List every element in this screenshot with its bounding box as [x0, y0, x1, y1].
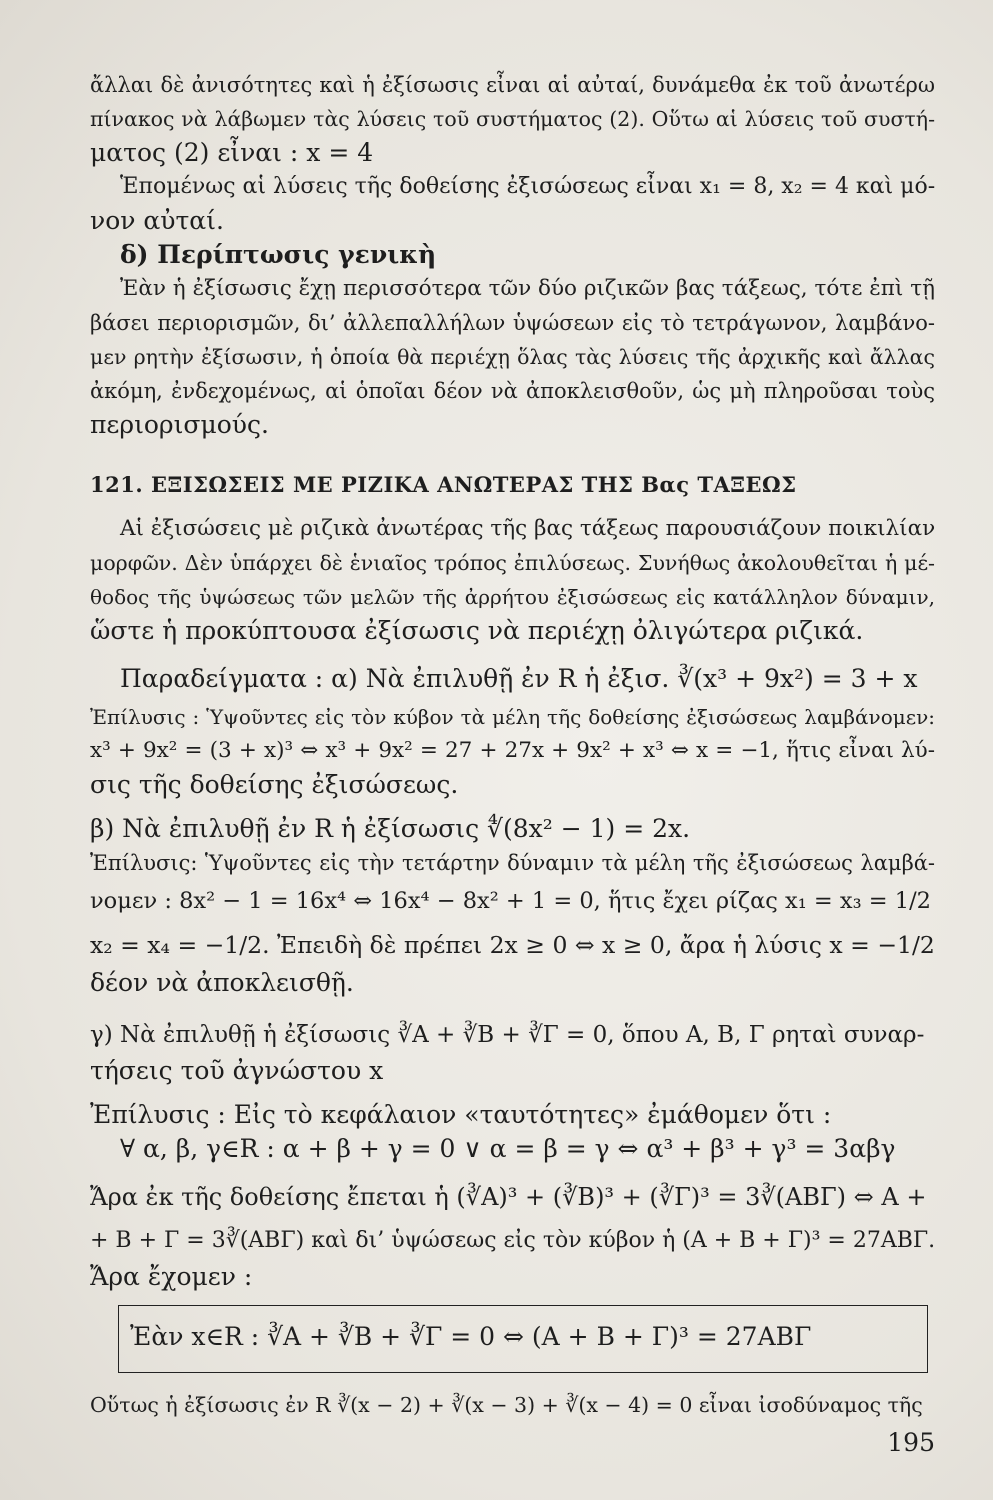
text-line: Ἄρα ἐκ τῆς δοθείσης ἔπεται ἡ (∛Α)³ + (∛Β)³ + (∛Γ)³ = 3∛(ΑΒΓ) ⇔ Α + [90, 1183, 927, 1211]
text-line: Ἄρα ἔχομεν : [90, 1262, 253, 1291]
text-line: τήσεις τοῦ ἀγνώστου x [90, 1056, 384, 1085]
subsection-heading: δ) Περίπτωσις γενικὴ [120, 240, 437, 269]
identity-line: ∀ α, β, γ∈R : α + β + γ = 0 ∨ α = β = γ ⇔ α³ + β³ + γ³ = 3αβγ [120, 1134, 896, 1163]
text-line: Ἐπίλυσις : Εἰς τὸ κεφάλαιον «ταυτότητες» ἐμάθομεν ὅτι : [90, 1100, 832, 1129]
text-line: Οὕτως ἡ ἐξίσωσις ἐν R ∛(x − 2) + ∛(x − 3) + ∛(x − 4) = 0 εἶναι ἰσοδύναμος τῆς [90, 1393, 923, 1417]
text-line: περιορισμούς. [90, 410, 269, 439]
page-number: 195 [887, 1428, 935, 1457]
text-line: x₂ = x₄ = −1/2. Ἐπειδὴ δὲ πρέπει 2x ≥ 0 ⇔ x ≥ 0, ἄρα ἡ λύσις x = −1/2 [90, 931, 935, 959]
text-line: βάσει περιορισμῶν, δι’ ἀλλεπαλλήλων ὑψώσεων εἰς τὸ τετράγωνον, λαμβάνο- [90, 311, 935, 335]
text-line: νον αὐταί. [90, 206, 224, 235]
text-line: σις τῆς δοθείσης ἐξισώσεως. [90, 770, 459, 799]
text-line: Ἑπομένως αἱ λύσεις τῆς δοθείσης ἐξισώσεως εἶναι x₁ = 8, x₂ = 4 καὶ μό- [120, 174, 936, 199]
text-line: Ἐὰν ἡ ἐξίσωσις ἔχῃ περισσότερα τῶν δύο ριζικῶν βας τάξεως, τότε ἐπὶ τῇ [120, 276, 935, 301]
boxed-result: Ἐὰν x∈R : ∛Α + ∛Β + ∛Γ = 0 ⇔ (Α + Β + Γ)³ = 27ΑΒΓ [130, 1322, 812, 1351]
example-line: γ) Νὰ ἐπιλυθῇ ἡ ἐξίσωσις ∛Α + ∛Β + ∛Γ = 0, ὅπου Α, Β, Γ ρηταὶ συναρ- [90, 1022, 925, 1048]
text-line: ὥστε ἡ προκύπτουσα ἐξίσωσις νὰ περιέχῃ ὀλιγώτερα ριζικά. [90, 616, 864, 645]
example-line: β) Νὰ ἐπιλυθῇ ἐν R ἡ ἐξίσωσις ∜(8x² − 1) = 2x. [90, 814, 691, 843]
text-line: νομεν : 8x² − 1 = 16x⁴ ⇔ 16x⁴ − 8x² + 1 = 0, ἥτις ἔχει ρίζας x₁ = x₃ = 1/2 [90, 888, 931, 914]
text-line: ἀκόμη, ἐνδεχομένως, αἱ ὁποῖαι δέον νὰ ἀποκλεισθοῦν, ὡς μὴ πληροῦσαι τοὺς [90, 379, 935, 403]
text-line: πίνακος νὰ λάβωμεν τὰς λύσεις τοῦ συστήματος (2). Οὕτω αἱ λύσεις τοῦ συστή- [90, 107, 935, 131]
text-line: θοδος τῆς ὑψώσεως τῶν μελῶν τῆς ἀρρήτου ἐξισώσεως εἰς κατάλληλον δύναμιν, [90, 585, 935, 609]
text-line: δέον νὰ ἀποκλεισθῇ. [90, 968, 354, 997]
text-line: x³ + 9x² = (3 + x)³ ⇔ x³ + 9x² = 27 + 27x + 9x² + x³ ⇔ x = −1, ἥτις εἶναι λύ- [90, 738, 935, 763]
example-line: Παραδείγματα : α) Νὰ ἐπιλυθῇ ἐν R ἡ ἐξισ. ∛(x³ + 9x²) = 3 + x [120, 664, 918, 693]
text-line: μορφῶν. Δὲν ὑπάρχει δὲ ἑνιαῖος τρόπος ἐπιλύσεως. Συνήθως ἀκολουθεῖται ἡ μέ- [90, 551, 935, 575]
text-line: Αἱ ἐξισώσεις μὲ ριζικὰ ἀνωτέρας τῆς βας τάξεως παρουσιάζουν ποικιλίαν [120, 516, 936, 541]
section-heading: 121. ΕΞΙΣΩΣΕΙΣ ΜΕ ΡΙΖΙΚΑ ΑΝΩΤΕΡΑΣ ΤΗΣ Βας ΤΑΞΕΩΣ [90, 472, 797, 497]
text-line: Ἐπίλυσις: Ὑψοῦντες εἰς τὴν τετάρτην δύναμιν τὰ μέλη τῆς ἐξισώσεως λαμβά- [90, 851, 935, 875]
text-line: ἄλλαι δὲ ἀνισότητες καὶ ἡ ἐξίσωσις εἶναι αἱ αὐταί, δυνάμεθα ἐκ τοῦ ἀνωτέρω [90, 73, 935, 97]
text-line: Ἐπίλυσις : Ὑψοῦντες εἰς τὸν κύβον τὰ μέλη τῆς δοθείσης ἐξισώσεως λαμβάνομεν: [90, 705, 935, 729]
text-line: + Β + Γ = 3∛(ΑΒΓ) καὶ δι’ ὑψώσεως εἰς τὸν κύβον ἡ (Α + Β + Γ)³ = 27ΑΒΓ. [90, 1228, 936, 1253]
text-line: ματος (2) εἶναι : x = 4 [90, 138, 374, 167]
text-line: μεν ρητὴν ἐξίσωσιν, ἡ ὁποία θὰ περιέχῃ ὅλας τὰς λύσεις τῆς ἀρχικῆς καὶ ἄλλας [90, 345, 935, 369]
